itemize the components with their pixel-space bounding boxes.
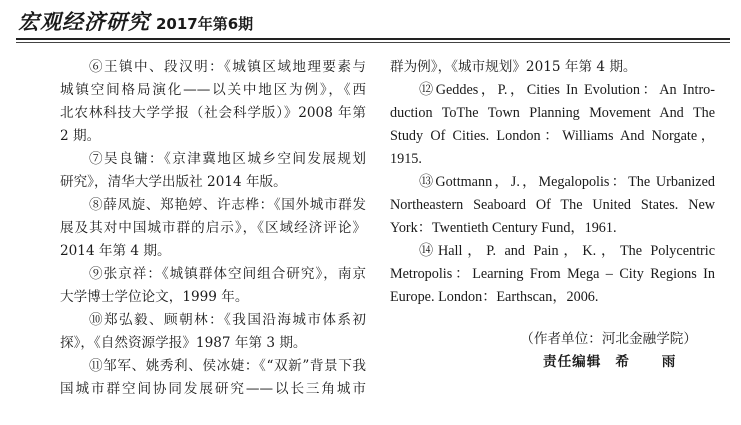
issue-number: 2017年第6期 [156, 15, 254, 33]
header-rule-thin [16, 42, 730, 43]
reference-line: ⑫Geddes，P.，Cities In Evolution：An Intro- [419, 82, 715, 98]
editor-label: 责任编辑 [543, 354, 602, 370]
reference-line: Study Of Cities. London：Williams And Norgate， [390, 128, 715, 144]
reference-line: 国城市群空间协同发展研究——以长三角城市 [60, 381, 366, 397]
reference-line: ⑥王镇中、段汉明：《城镇区域地理要素与 [89, 59, 366, 75]
reference-entry [390, 171, 715, 240]
reference-entry-continued [390, 56, 715, 79]
reference-line: 大学博士学位论文，1999 年。 [60, 289, 249, 305]
reference-line: 展及其对中国城市群的启示》，《区域经济评论》 [60, 220, 366, 236]
reference-line: 1915. [390, 151, 422, 167]
editor-name: 希 雨 [615, 354, 690, 370]
reference-line: Metropolis：Learning From Mega – City Regions In [390, 266, 715, 282]
reference-entry [390, 240, 715, 309]
reference-line: Northeastern Seaboard Of The United States. New [390, 197, 715, 213]
reference-line: 城镇空间格局演化——以关中地区为例》，《西 [60, 82, 366, 98]
reference-line: 2014 年第 4 期。 [60, 243, 171, 259]
reference-line: Europe. London：Earthscan，2006. [390, 289, 599, 305]
reference-line: ⑬Gottmann，J.，Megalopolis：The Urbanized [419, 174, 715, 190]
reference-line: 北农林科技大学学报（社会科学版）》2008 年第 [60, 105, 366, 121]
reference-line: 探》，《自然资源学报》1987 年第 3 期。 [60, 335, 307, 351]
reference-line: ⑧薛凤旋、郑艳婷、许志桦：《国外城市群发 [89, 197, 366, 213]
reference-entry [60, 355, 366, 401]
reference-line: 研究》，清华大学出版社 2014 年版。 [60, 174, 287, 190]
reference-entry [60, 194, 366, 263]
reference-line: duction ToThe Town Planning Movement And The [390, 105, 715, 121]
reference-line: ⑩郑弘毅、顾朝林：《我国沿海城市体系初 [89, 312, 366, 328]
reference-line: ⑪邹军、姚秀利、侯冰婕：《“双新”背景下我 [89, 358, 366, 374]
journal-name: 宏观经济研究 [18, 9, 150, 34]
responsible-editor [543, 351, 689, 374]
author-affiliation: （作者单位：河北金融学院） [520, 331, 697, 347]
reference-line: York：Twentieth Century Fund，1961. [390, 220, 617, 236]
header-rule-thick [16, 38, 730, 40]
reference-entry [390, 79, 715, 171]
reference-entry [60, 148, 366, 194]
reference-line: ⑨张京祥：《城镇群体空间组合研究》，南京 [89, 266, 366, 282]
reference-line: 群为例》，《城市规划》2015 年第 4 期。 [390, 59, 637, 75]
right-column [390, 56, 715, 370]
reference-entry [60, 309, 366, 355]
reference-line: 2 期。 [60, 128, 101, 144]
running-header [18, 6, 253, 36]
reference-line: ⑭Hall，P. and Pain，K.，The Polycentric [419, 243, 715, 259]
left-column [60, 56, 366, 401]
reference-entry [60, 56, 366, 148]
reference-entry [60, 263, 366, 309]
reference-line: ⑦吴良镛：《京津冀地区城乡空间发展规划 [89, 151, 366, 167]
